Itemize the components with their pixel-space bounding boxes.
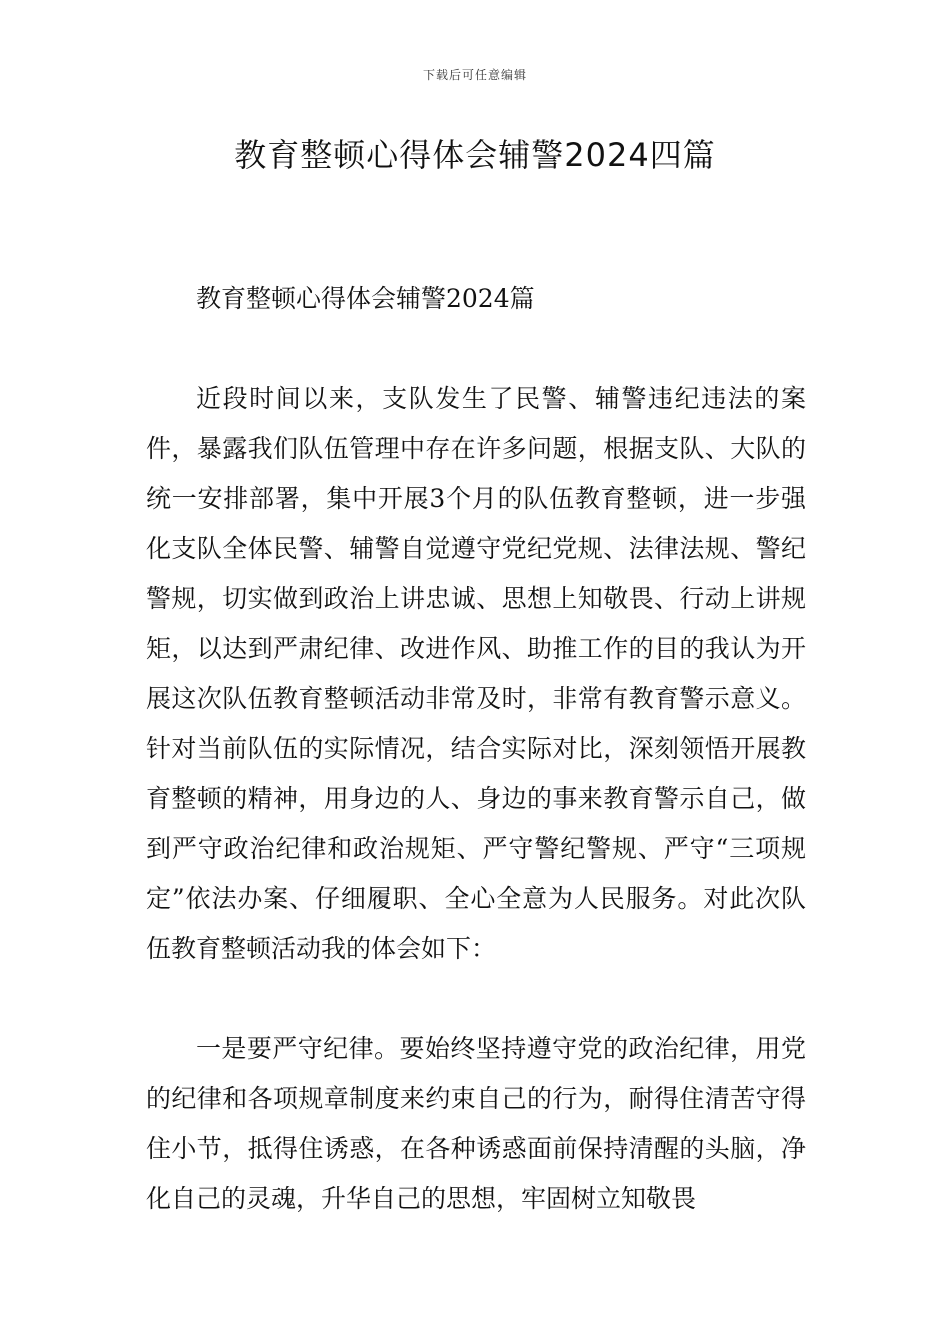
document-title: 教育整顿心得体会辅警2024四篇 [234,136,716,174]
paragraph-1: 近段时间以来，支队发生了民警、辅警违纪违法的案件，暴露我们队伍管理中存在许多问题，根据支队、大队的统一安排部署，集中开展3个月的队伍教育整顿，进一步强化支队全体民警、辅警自觉遵守党纪党规、法律法规、警纪警规，切实做到政治上讲忠诚、思想上知敬畏、行动上讲规矩，以达到严肃纪律、改进作风、助推工作的目的我认为开展这次队伍教育整顿活动非常及时，非常有教育警示意义。针对当前队伍的实际情况，结合实际对比，深刻领悟开展教育整顿的精神，用身边的人、身边的事来教育警示自己，做到严守政治纪律和政治规矩、严守警纪警规、严守“三项规定”依法办案、仔细履职、全心全意为人民服务。对此次队伍教育整顿活动我的体会如下： [146,384,806,963]
header-note: 下载后可任意编辑 [422,68,527,82]
paragraph-2: 一是要严守纪律。要始终坚持遵守党的政治纪律，用党的纪律和各项规章制度来约束自己的行为，耐得住清苦守得住小节，抵得住诱惑，在各种诱惑面前保持清醒的头脑，净化自己的灵魂，升华自己的思想，牢固树立知敬畏 [146,1034,806,1213]
document-subtitle: 教育整顿心得体会辅警2024篇 [196,284,535,313]
